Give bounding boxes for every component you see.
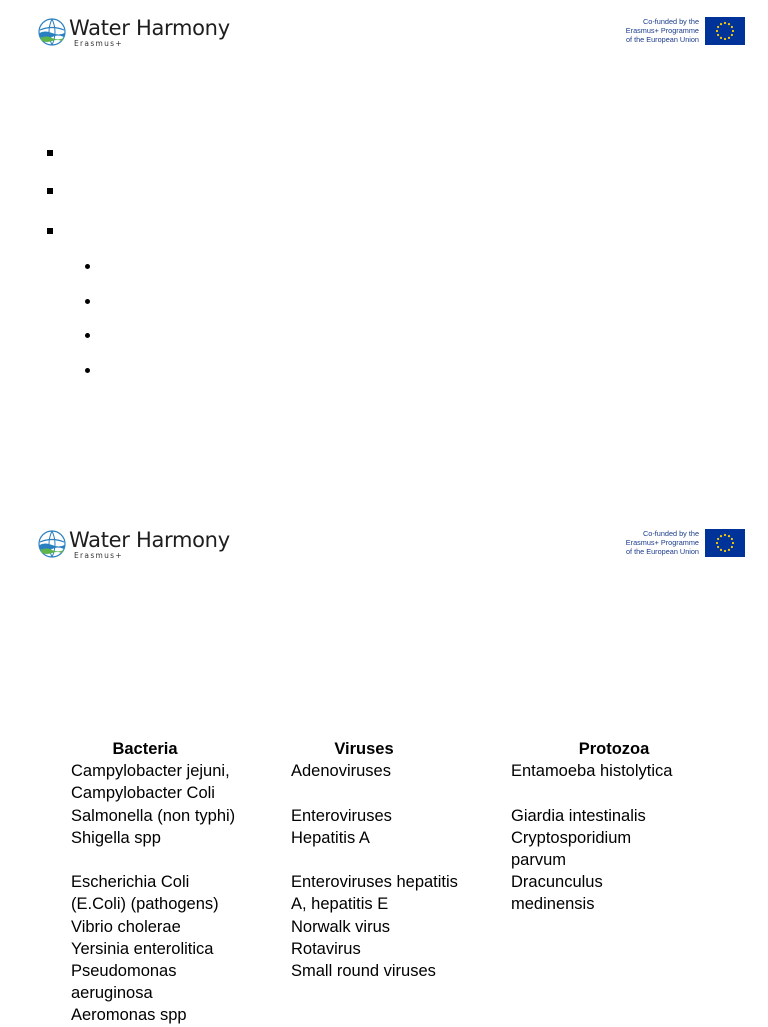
table-cell: Giardia intestinalis	[511, 806, 646, 825]
protozoa-header: Protozoa	[578, 740, 650, 758]
eu-flag-icon	[705, 529, 745, 557]
water-harmony-globe-icon	[38, 530, 66, 558]
eu-text-line-1: Co-funded by the	[643, 17, 699, 26]
round-bullet	[85, 299, 90, 304]
table-cell: Hepatitis A	[291, 828, 370, 847]
table-cell: Salmonella (non typhi)	[71, 806, 236, 825]
table-cell: Entamoeba histolytica	[511, 762, 673, 781]
round-bullet	[85, 264, 90, 269]
viruses-header: Viruses	[334, 740, 394, 758]
water-harmony-globe-icon	[38, 18, 66, 46]
table-cell: (E.Coli) (pathogens)	[71, 895, 219, 914]
square-bullet	[47, 228, 53, 234]
logo-subtitle: Erasmus+	[74, 551, 123, 560]
table-cell: Rotavirus	[291, 939, 361, 958]
table-cell: Shigella spp	[71, 828, 161, 847]
table-cell: Escherichia Coli	[71, 873, 190, 892]
protozoa-column	[511, 738, 721, 916]
table-cell: Aeromonas spp	[71, 1006, 187, 1025]
table-cell: Yersinia enterolitica	[71, 939, 214, 958]
table-cell: Campylobacter jejuni,	[71, 762, 230, 781]
table-cell: Vibrio cholerae	[71, 917, 181, 936]
slide-2	[0, 512, 768, 1024]
slide-1	[0, 0, 768, 512]
round-bullet	[85, 333, 90, 338]
eu-text-line-2: Erasmus+ Programme	[625, 26, 699, 35]
square-bullet	[47, 188, 53, 194]
eu-cofunded-text	[626, 529, 699, 556]
logo-title: Water Harmony	[69, 528, 230, 552]
table-cell: Norwalk virus	[291, 917, 391, 936]
table-cell: Pseudomonas	[71, 962, 177, 981]
eu-text-line-3: of the European Union	[625, 547, 699, 556]
eu-cofunded-text	[626, 17, 699, 44]
table-cell: Dracunculus	[511, 873, 603, 892]
eu-text-line-1: Co-funded by the	[643, 529, 699, 538]
table-spacer	[291, 849, 491, 871]
table-cell: Adenoviruses	[291, 762, 391, 781]
table-cell: A, hepatitis E	[291, 895, 389, 914]
table-cell: Campylobacter Coli	[71, 784, 215, 803]
eu-flag-icon	[705, 17, 745, 45]
table-cell: Small round viruses	[291, 962, 436, 980]
table-cell: Enteroviruses hepatitis	[291, 873, 458, 892]
table-cell: Cryptosporidium	[511, 828, 632, 847]
eu-text-line-2: Erasmus+ Programme	[625, 538, 699, 547]
square-bullet	[47, 150, 53, 156]
table-spacer	[291, 782, 491, 804]
table-cell: aeruginosa	[71, 984, 153, 1003]
logo-title: Water Harmony	[69, 16, 230, 40]
table-cell: Enteroviruses	[291, 806, 392, 825]
table-cell: parvum	[511, 851, 567, 869]
table-spacer	[511, 782, 721, 804]
viruses-column	[291, 738, 491, 982]
table-cell: medinensis	[511, 895, 595, 914]
logo-subtitle: Erasmus+	[74, 39, 123, 48]
eu-text-line-3: of the European Union	[625, 35, 699, 44]
table-spacer	[71, 849, 271, 871]
bacteria-header: Bacteria	[112, 740, 178, 758]
round-bullet	[85, 368, 90, 373]
bacteria-column	[71, 738, 271, 1027]
